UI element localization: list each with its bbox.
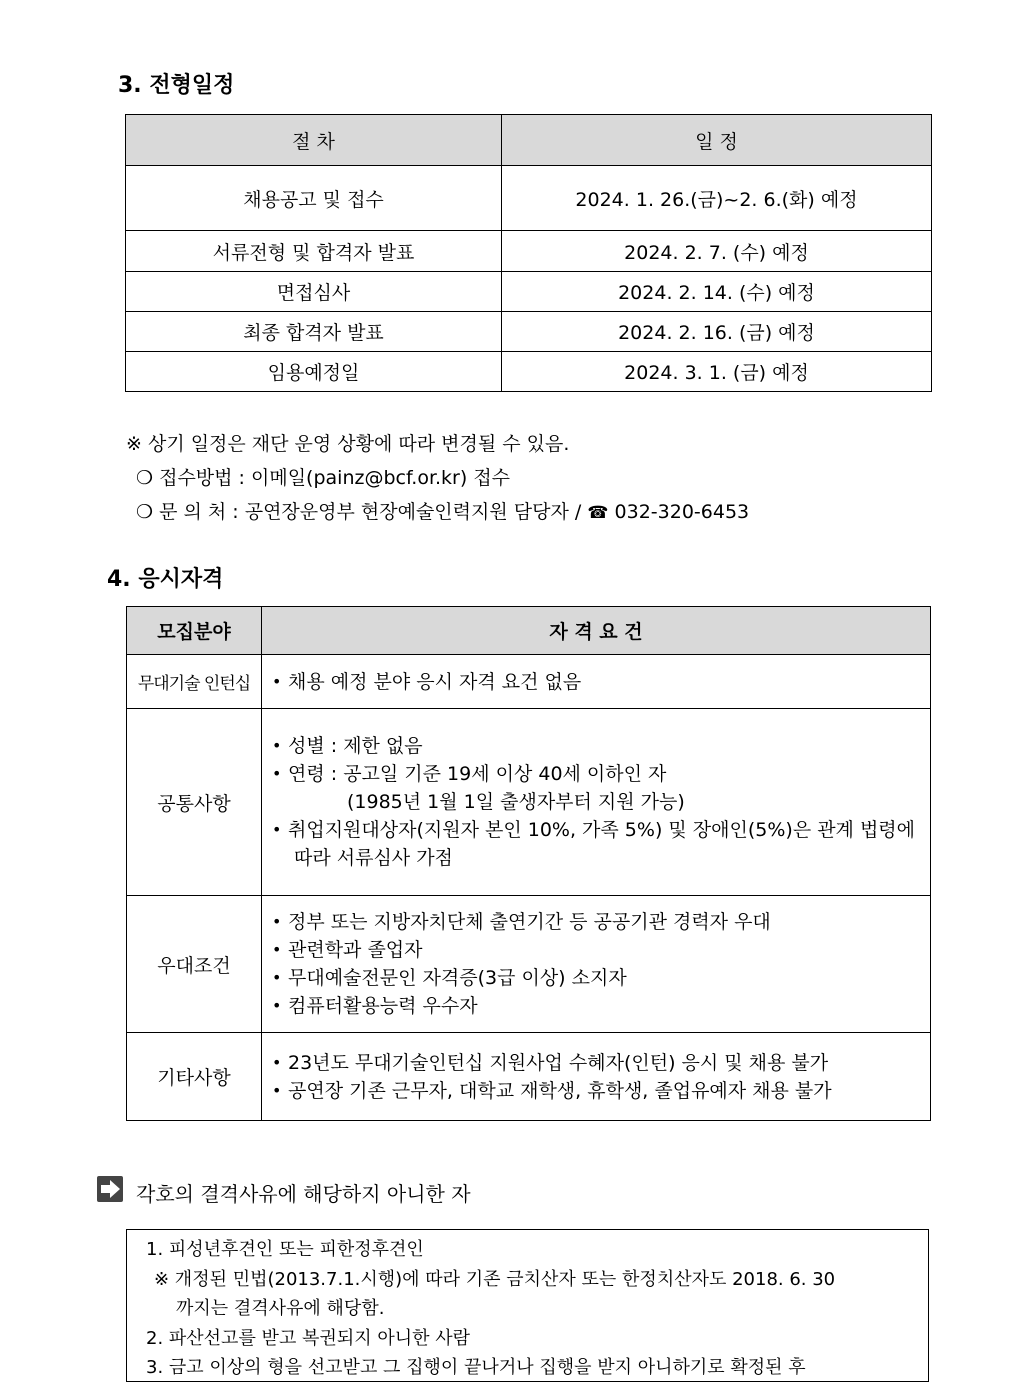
qualification-category: 기타사항 [127,1033,262,1121]
schedule-date: 2024. 2. 14. (수) 예정 [502,272,932,312]
disqualification-line: 1. 피성년후견인 또는 피한정후견인 [146,1239,424,1260]
schedule-date: 2024. 2. 16. (금) 예정 [502,312,932,352]
disqualification-title: 각호의 결격사유에 해당하지 아니한 자 [136,1182,471,1206]
qualification-requirements [262,709,931,896]
phone-icon: ☎ [587,503,609,523]
list-item: • 성별 : 제한 없음 [272,732,924,760]
qualification-table [126,606,931,1121]
schedule-header-step: 절 차 [126,115,502,166]
list-item: • 연령 : 공고일 기준 19세 이상 40세 이하인 자 [272,760,924,788]
schedule-note: ※ 상기 일정은 재단 운영 상황에 따라 변경될 수 있음. [126,433,570,455]
qualification-category: 무대기술 인턴십 [127,655,262,709]
circle-bullet-icon: ❍ [136,467,154,489]
table-row [126,352,932,392]
table-row [126,166,932,231]
schedule-date: 2024. 2. 7. (수) 예정 [502,231,932,272]
table-row [127,709,931,896]
table-row [127,896,931,1033]
list-item: • 공연장 기존 근무자, 대학교 재학생, 휴학생, 졸업유예자 채용 불가 [272,1077,924,1105]
apply-method-text: 접수방법 : 이메일(painz@bcf.or.kr) 접수 [159,467,511,489]
qualification-category: 공통사항 [127,709,262,896]
qualification-requirements [262,1033,931,1121]
table-row [126,272,932,312]
qualification-header-requirements: 자 격 요 건 [262,607,931,655]
schedule-step: 최종 합격자 발표 [126,312,502,352]
section-4-title: 4. 응시자격 [107,567,224,592]
list-item: • 컴퓨터활용능력 우수자 [272,992,924,1020]
qualification-header-category: 모집분야 [127,607,262,655]
schedule-date: 2024. 3. 1. (금) 예정 [502,352,932,392]
list-item-continuation: 따라 서류심사 가점 [294,847,453,869]
list-item: • 관련학과 졸업자 [272,936,924,964]
disqualification-line: 2. 파산선고를 받고 복권되지 아니한 사람 [146,1328,470,1349]
schedule-date: 2024. 1. 26.(금)~2. 6.(화) 예정 [502,166,932,231]
qualification-category: 우대조건 [127,896,262,1033]
apply-method-line [136,463,510,490]
list-item: • 채용 예정 분야 응시 자격 요건 없음 [272,668,924,696]
schedule-step: 임용예정일 [126,352,502,392]
table-row [127,655,931,709]
section-3-title: 3. 전형일정 [118,73,235,98]
table-row [127,1033,931,1121]
arrow-right-icon [97,1176,123,1202]
qualification-requirements [262,655,931,709]
disqualification-line: 3. 금고 이상의 형을 선고받고 그 집행이 끝나거나 집행을 받지 아니하기로 확정된 후 [146,1357,806,1378]
schedule-step: 서류전형 및 합격자 발표 [126,231,502,272]
list-item: • 정부 또는 지방자치단체 출연기간 등 공공기관 경력자 우대 [272,908,924,936]
disqualification-line: 까지는 결격사유에 해당함. [176,1298,385,1319]
schedule-step: 면접심사 [126,272,502,312]
list-item: • 무대예술전문인 자격증(3급 이상) 소지자 [272,964,924,992]
list-item: • 취업지원대상자(지원자 본인 10%, 가족 5%) 및 장애인(5%)은 관계 법령에 [272,816,924,844]
circle-bullet-icon: ❍ [136,501,154,523]
disqualification-line: ※ 개정된 민법(2013.7.1.시행)에 따라 기존 금치산자 또는 한정치산자도 2018. 6. 30 [154,1269,836,1290]
schedule-step: 채용공고 및 접수 [126,166,502,231]
table-row [126,231,932,272]
list-item-continuation: (1985년 1월 1일 출생자부터 지원 가능) [347,791,685,813]
table-row [126,312,932,352]
schedule-header-date: 일 정 [502,115,932,166]
list-item: • 23년도 무대기술인턴십 지원사업 수혜자(인턴) 응시 및 채용 불가 [272,1049,924,1077]
schedule-table [125,114,932,392]
inquiry-line [136,497,749,524]
qualification-requirements [262,896,931,1033]
inquiry-text: 문 의 처 : 공연장운영부 현장예술인력지원 담당자 / [159,501,582,523]
disqualification-box [126,1229,929,1382]
phone-number: 032-320-6453 [614,501,750,523]
